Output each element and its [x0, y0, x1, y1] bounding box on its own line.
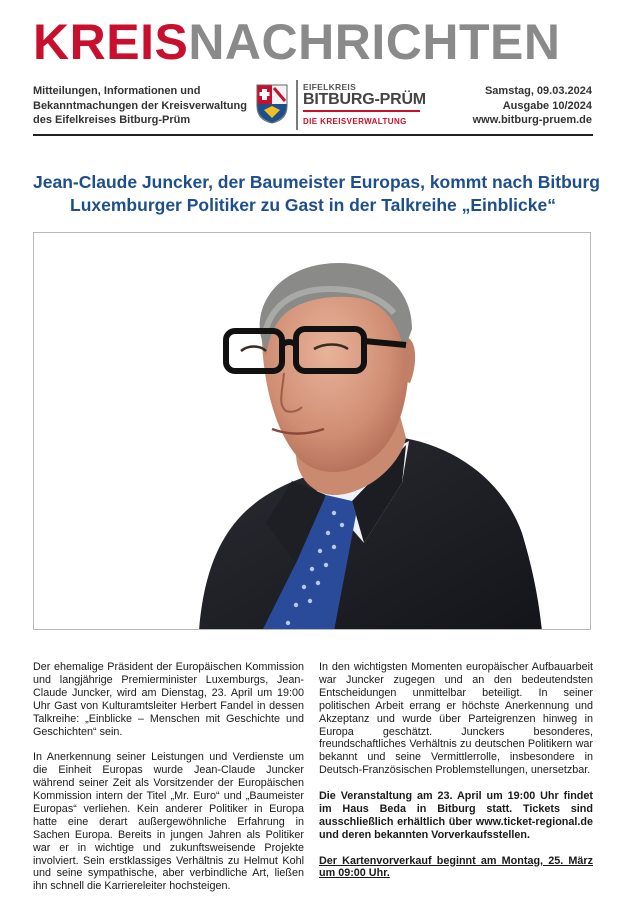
- publication-description: [33, 84, 247, 128]
- issue-number: Ausgabe 10/2024: [502, 99, 592, 112]
- article-column-right: [319, 661, 593, 893]
- website-link[interactable]: www.bitburg-pruem.de: [472, 114, 592, 126]
- article-headline: [33, 171, 600, 216]
- headline-line-2: Luxemburger Politiker zu Gast in der Talkreihe „Einblicke“: [70, 194, 556, 215]
- logo-accent-bar: [303, 110, 420, 112]
- district-logo: [256, 80, 426, 130]
- masthead-title-red: KREIS: [33, 14, 189, 70]
- issue-date: Samstag, 09.03.2024: [484, 85, 592, 97]
- article-paragraph: In Anerkennung seiner Leistungen und Verdienste um die Einheit Europas wurde Jean-Claude Juncker während seiner Zeit als Vorsitzender der Europäischen Kommission intern der Titel „Mr. Euro“ und „Baumeister Europas“ verliehen. Kein anderer Politiker in Europa hatte eine derart außergewöhnliche Erfahrung in Sachen Europa. Bereits in jungen Jahren als Politiker war er in wichtige und zukunftsweisende Projekte involviert. Sein erstklassiges Verhältnis zu Helmut Kohl und seine sympathische, aber verbindliche Art, ließen ihn schnell die Karriereleiter hochsteigen.: [33, 751, 304, 893]
- logo-main-text: BITBURG-PRÜM: [303, 91, 426, 108]
- masthead-title-grey: NACHRICHTEN: [188, 14, 561, 70]
- headline-line-1: Jean-Claude Juncker, der Baumeister Europas, kommt nach Bitburg: [33, 172, 600, 192]
- event-info-paragraph: Die Veranstaltung am 23. April um 19:00 Uhr findet im Haus Beda in Bitburg statt. Tickets sind ausschließlich erhältlich über www.ticket-regional.de und deren bekannten Vorverkaufsstellen.: [319, 790, 593, 841]
- description-line: Mitteilungen, Informationen und: [33, 85, 201, 97]
- portrait-photo: [33, 232, 591, 630]
- masthead: [33, 14, 593, 70]
- issue-info: [412, 84, 592, 128]
- description-line: des Eifelkreises Bitburg-Prüm: [33, 114, 191, 126]
- district-crest-icon: [256, 84, 288, 124]
- portrait-illustration: [34, 233, 591, 630]
- article-paragraph: In den wichtigsten Momenten europäischer Aufbauarbeit war Juncker zugegen und an den bedeutendsten Entscheidungen unmittelbar beteiligt. In seiner politischen Arbeit errang er höchste Anerkennung und Akzeptanz und wurde über Parteigrenzen hinweg in Europa geschätzt. Junckers besonderes, freundschaftliches Verhältnis zu deutschen Politikern war bekannt und seine Vermittlerrolle, insbesondere in Deutsch-Französischen Problemstellungen, unersetzbar.: [319, 661, 593, 777]
- presale-notice: Der Kartenvorverkauf beginnt am Montag, 25. März um 09:00 Uhr.: [319, 854, 593, 880]
- article-column-left: [33, 661, 304, 897]
- logo-divider: [296, 80, 298, 130]
- article-paragraph: Der ehemalige Präsident der Europäischen Kommission und langjährige Premierminister Luxemburgs, Jean-Claude Juncker, wird am Dienstag, 23. April um 19:00 Uhr Gast von Kulturamtsleiter Herbert Fandel in dessen Talkreihe: „Einblicke – Menschen mit Geschichte und Geschichten“ sein.: [33, 661, 304, 738]
- logo-sub-text: DIE KREISVERWALTUNG: [303, 117, 407, 126]
- description-line: Bekanntmachungen der Kreisverwaltung: [33, 99, 247, 112]
- logo-top-text: EIFELKREIS: [303, 82, 357, 92]
- header-divider: [33, 134, 593, 136]
